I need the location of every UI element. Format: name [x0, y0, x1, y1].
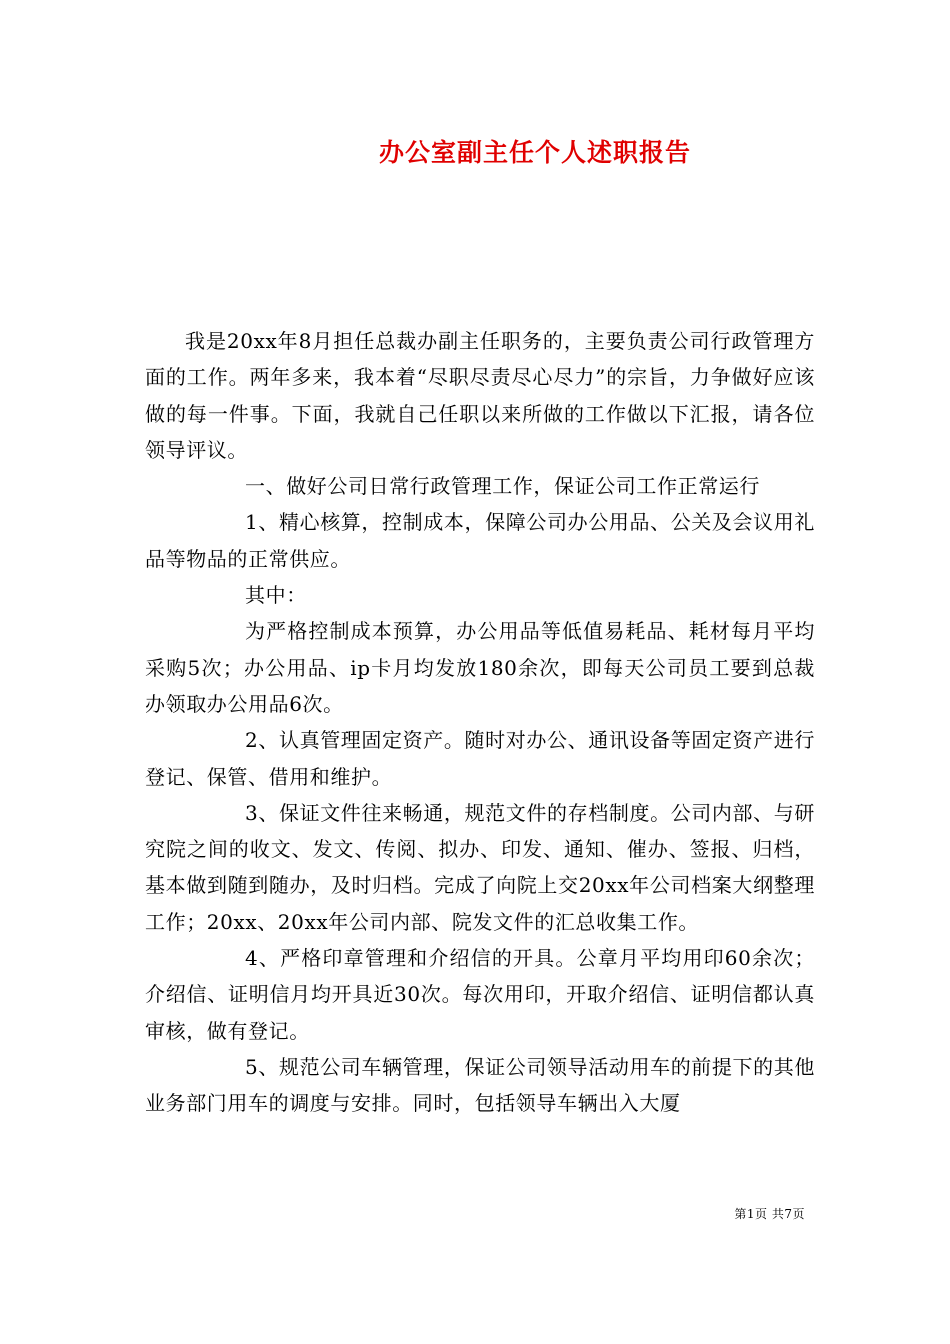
paragraph-item-4: 4、严格印章管理和介绍信的开具。公章月平均用印60余次；介绍信、证明信月均开具近30次。每次用印，开取介绍信、证明信都认真审核，做有登记。: [145, 946, 815, 1043]
paragraph-note-label: 其中：: [245, 583, 307, 608]
section-heading-1: 一、做好公司日常行政管理工作，保证公司工作正常运行: [245, 474, 760, 499]
document-body: [145, 323, 815, 1122]
paragraph-item-5: 5、规范公司车辆管理，保证公司领导活动用车的前提下的其他业务部门用车的调度与安排。同时，包括领导车辆出入大厦: [145, 1054, 815, 1116]
paragraph-note-detail: 为严格控制成本预算，办公用品等低值易耗品、耗材每月平均采购5次；办公用品、ip卡月均发放180余次，即每天公司员工要到总裁办领取办公用品6次。: [145, 619, 815, 716]
paragraph-item-1: 1、精心核算，控制成本，保障公司办公用品、公关及会议用礼品等物品的正常供应。: [145, 510, 815, 571]
paragraph-intro: 我是20xx年8月担任总裁办副主任职务的，主要负责公司行政管理方面的工作。两年多来，我本着“尽职尽责尽心尽力”的宗旨，力争做好应该做的每一件事。下面，我就自己任职以来所做的工作做以下汇报，请各位领导评议。: [145, 329, 815, 462]
page-footer: 第1页 共7页: [734, 1207, 805, 1221]
paragraph-item-3: 3、保证文件往来畅通，规范文件的存档制度。公司内部、与研究院之间的收文、发文、传阅、拟办、印发、通知、催办、签报、归档，基本做到随到随办，及时归档。完成了向院上交20xx年公司档案大纲整理工作；20xx、20xx年公司内部、院发文件的汇总收集工作。: [145, 800, 815, 934]
paragraph-item-2: 2、认真管理固定资产。随时对办公、通讯设备等固定资产进行登记、保管、借用和维护。: [145, 728, 815, 789]
document-title: 办公室副主任个人述职报告: [378, 138, 691, 167]
